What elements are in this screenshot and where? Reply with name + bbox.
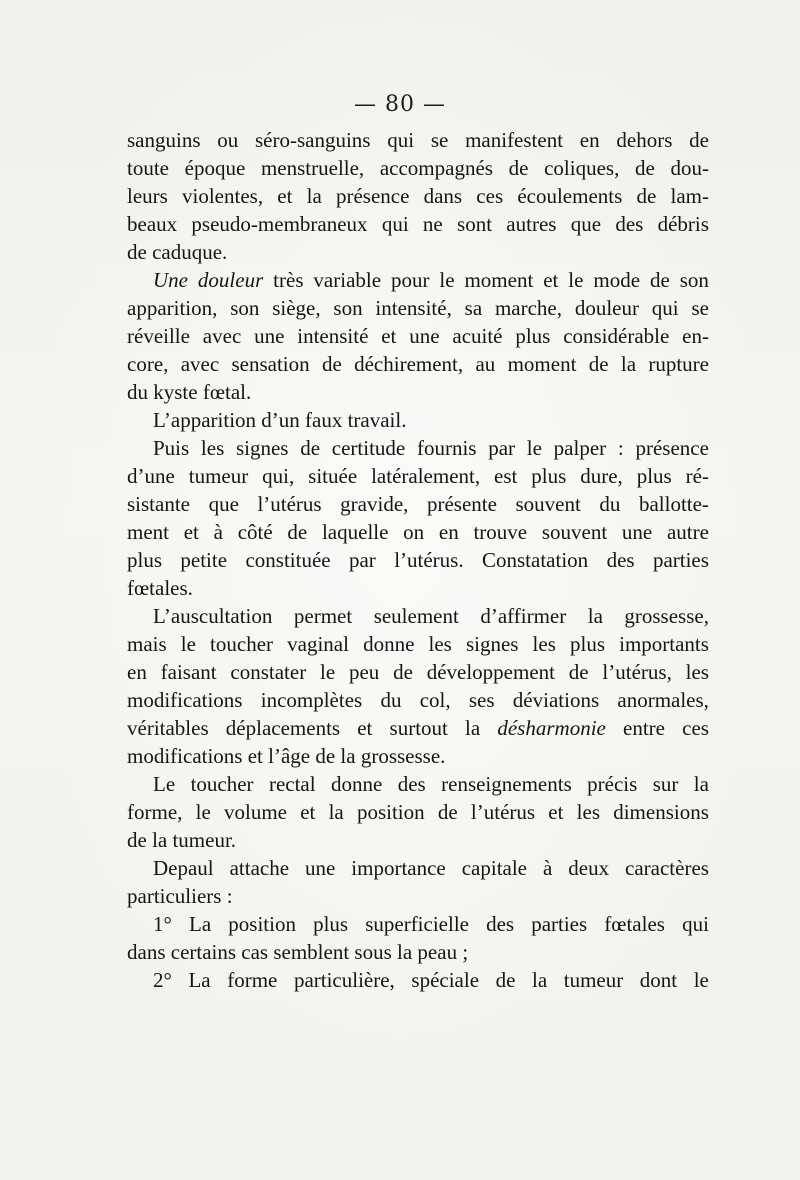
word: seulement	[373, 604, 459, 628]
word: de	[300, 436, 321, 460]
word: dans	[423, 184, 463, 208]
word: sensation	[231, 352, 310, 376]
word: spéciale	[411, 968, 480, 992]
word: acuité	[452, 324, 503, 348]
text-line	[127, 658, 709, 686]
word: se	[691, 296, 709, 320]
word: les	[685, 660, 709, 684]
word: dont	[639, 968, 678, 992]
text-line	[127, 490, 709, 518]
text-line	[127, 770, 709, 798]
word: présence	[635, 436, 709, 460]
word: ces	[682, 716, 709, 740]
word: leurs	[127, 184, 168, 208]
word: toucher	[190, 772, 254, 796]
word: le	[693, 968, 709, 992]
word: écoulements	[517, 184, 623, 208]
word: qui	[682, 912, 709, 936]
word: vaginal	[287, 632, 349, 656]
word: ne	[422, 212, 443, 236]
word: plus	[127, 548, 163, 572]
word: déchirement,	[354, 352, 464, 376]
text-line	[127, 742, 709, 770]
line-text: dans certains cas semblent sous la peau ;	[127, 940, 469, 964]
word: superficielle	[365, 912, 469, 936]
line-text: fœtales.	[127, 576, 193, 600]
word: l’utérus	[257, 492, 322, 516]
word: position	[356, 800, 425, 824]
word: de	[568, 660, 589, 684]
text-line	[127, 574, 709, 602]
text-line	[127, 518, 709, 546]
text-line	[127, 854, 709, 882]
word: et	[381, 324, 397, 348]
word: des	[397, 772, 426, 796]
word: située	[308, 464, 358, 488]
text-line	[127, 238, 709, 266]
word: apparition,	[127, 296, 218, 320]
word: à	[542, 856, 553, 880]
word: col,	[419, 688, 451, 712]
word: l’utérus.	[394, 548, 464, 572]
text-line	[127, 938, 709, 966]
word: donne	[363, 632, 415, 656]
word: des	[486, 912, 515, 936]
word: intensité,	[375, 296, 452, 320]
word: constituée	[245, 548, 331, 572]
text-line	[127, 154, 709, 182]
word: anormales,	[617, 688, 709, 712]
text-line	[127, 798, 709, 826]
word: dimensions	[613, 800, 709, 824]
word: renseignements	[441, 772, 572, 796]
word: des	[606, 548, 635, 572]
word: l’utérus	[470, 800, 536, 824]
word: La	[189, 912, 212, 936]
word: autres	[506, 212, 557, 236]
word: Depaul	[153, 856, 214, 880]
text-line	[127, 826, 709, 854]
page-number: — 80 —	[354, 92, 446, 117]
word: avec	[202, 324, 242, 348]
word: développement	[426, 660, 555, 684]
word: variable	[313, 268, 382, 292]
word: ré-	[685, 464, 709, 488]
text-line	[127, 910, 709, 938]
word: la	[693, 772, 709, 796]
word: tumeur	[563, 968, 624, 992]
word: autre	[666, 520, 709, 544]
word: caractères	[625, 856, 709, 880]
word: séro-sanguins	[255, 128, 371, 152]
word: qui,	[262, 464, 295, 488]
word: intensité	[297, 324, 369, 348]
word: toute	[127, 156, 169, 180]
word: déviations	[512, 688, 600, 712]
word: beaux	[127, 212, 178, 236]
word: côté	[237, 520, 273, 544]
word: le	[180, 632, 196, 656]
word: se	[430, 128, 449, 152]
word: capitale	[461, 856, 528, 880]
word: modifications	[127, 688, 243, 712]
text-line	[127, 434, 709, 462]
word: le	[439, 268, 455, 292]
word: très	[273, 268, 304, 292]
text-line	[127, 126, 709, 154]
word: véritables	[127, 716, 209, 740]
word: plus	[313, 912, 349, 936]
word: des	[615, 212, 644, 236]
word: on	[403, 520, 425, 544]
word: forme,	[127, 800, 183, 824]
word: deux	[568, 856, 610, 880]
text-line	[127, 378, 709, 406]
word: son	[333, 296, 363, 320]
word: l’utérus,	[602, 660, 672, 684]
word: du	[599, 492, 621, 516]
word: réveille	[127, 324, 190, 348]
word: latéralement,	[371, 464, 481, 488]
word: en	[579, 128, 600, 152]
word: son	[679, 268, 709, 292]
word: 2°	[153, 968, 172, 992]
word: plus	[515, 324, 551, 348]
word: en	[127, 660, 147, 684]
word: mode	[593, 268, 641, 292]
word: de	[321, 352, 342, 376]
word: est	[494, 464, 518, 488]
word: les	[532, 632, 556, 656]
text-line	[127, 602, 709, 630]
word: dou-	[670, 156, 709, 180]
word: surtout	[389, 716, 448, 740]
word: sanguins	[127, 128, 201, 152]
line-text: du kyste fœtal.	[127, 380, 252, 404]
word: déplacements	[225, 716, 341, 740]
word: accompagnés	[379, 156, 493, 180]
word: douleur	[574, 296, 639, 320]
word: plus	[531, 464, 567, 488]
word: Puis	[153, 436, 190, 460]
word: le	[195, 800, 211, 824]
text-line	[127, 210, 709, 238]
word: et	[183, 520, 199, 544]
word: et	[277, 184, 293, 208]
word: le	[568, 268, 584, 292]
word: débris	[657, 212, 709, 236]
word: et	[548, 800, 564, 824]
word: core,	[127, 352, 169, 376]
word: forme	[227, 968, 278, 992]
word: fœtales	[604, 912, 665, 936]
word: au	[475, 352, 496, 376]
word: sur	[652, 772, 679, 796]
text-line	[127, 546, 709, 574]
word: rupture	[648, 352, 709, 376]
word: une	[254, 324, 285, 348]
word: d’une	[127, 464, 175, 488]
word: fournis	[416, 436, 477, 460]
word: L’auscultation	[153, 604, 273, 628]
word: plus	[636, 464, 672, 488]
word: par	[348, 548, 376, 572]
word: une	[409, 324, 440, 348]
word: qui	[651, 296, 679, 320]
line-text: de la tumeur.	[127, 828, 237, 852]
word: de	[649, 268, 670, 292]
word: parties	[531, 912, 588, 936]
word: que	[208, 492, 239, 516]
word: les	[576, 800, 600, 824]
body-text	[127, 126, 709, 994]
word: ou	[217, 128, 239, 152]
word: et	[543, 268, 559, 292]
word: moment	[507, 352, 577, 376]
word: le	[320, 660, 336, 684]
word: sont	[457, 212, 493, 236]
word: de	[508, 156, 529, 180]
word: par	[488, 436, 516, 460]
word: Le	[153, 772, 176, 796]
word: du	[380, 688, 402, 712]
word: souvent	[515, 492, 581, 516]
text-line	[127, 686, 709, 714]
word: manifestent	[465, 128, 564, 152]
text-line	[127, 966, 709, 994]
italic-word: douleur	[197, 268, 264, 292]
word: menstruelle,	[260, 156, 365, 180]
word: qui	[381, 212, 409, 236]
text-line	[127, 882, 709, 910]
word: peu	[348, 660, 380, 684]
line-text: particuliers :	[127, 884, 233, 908]
italic-word: Une	[153, 268, 188, 292]
word: permet	[293, 604, 353, 628]
word: importance	[351, 856, 446, 880]
word: faisant	[160, 660, 217, 684]
word: de	[287, 520, 308, 544]
text-line	[127, 182, 709, 210]
word: mais	[127, 632, 167, 656]
word: ballotte-	[638, 492, 709, 516]
word: une	[305, 856, 336, 880]
word: présente	[426, 492, 497, 516]
word: que	[570, 212, 602, 236]
word: Constatation	[482, 548, 589, 572]
word: marche,	[494, 296, 562, 320]
word: tumeur	[188, 464, 249, 488]
word: sa	[464, 296, 483, 320]
word: pour	[390, 268, 430, 292]
word: la	[587, 604, 603, 628]
word: en	[438, 520, 459, 544]
text-line	[127, 350, 709, 378]
word: précis	[587, 772, 638, 796]
word: gravide,	[340, 492, 409, 516]
word: ses	[468, 688, 495, 712]
word: La	[188, 968, 211, 992]
word: toucher	[210, 632, 274, 656]
word: signes	[235, 436, 289, 460]
word: coliques,	[544, 156, 620, 180]
word: les	[428, 632, 452, 656]
word: signes	[465, 632, 519, 656]
word: et	[300, 800, 316, 824]
word: de	[635, 156, 655, 180]
word: constater	[230, 660, 307, 684]
word: particulière,	[293, 968, 395, 992]
word: moment	[464, 268, 534, 292]
word: grossesse,	[624, 604, 709, 628]
word: ces	[476, 184, 504, 208]
word: ment	[127, 520, 169, 544]
word: une	[621, 520, 653, 544]
word: sistante	[127, 492, 190, 516]
word: présence	[335, 184, 410, 208]
word: de	[437, 800, 458, 824]
italic-word: désharmonie	[497, 716, 606, 740]
word: qui	[387, 128, 415, 152]
text-line	[127, 294, 709, 322]
line-text: L’apparition d’un faux travail.	[153, 408, 407, 432]
word: laquelle	[321, 520, 389, 544]
word: de	[689, 128, 709, 152]
word: importants	[619, 632, 709, 656]
word: :	[617, 436, 624, 460]
text-line	[127, 406, 709, 434]
word: de	[636, 184, 657, 208]
word: dehors	[616, 128, 673, 152]
word: dure,	[580, 464, 623, 488]
word: de	[393, 660, 413, 684]
text-line	[127, 462, 709, 490]
word: les	[200, 436, 225, 460]
word: position	[228, 912, 296, 936]
word: en-	[682, 324, 709, 348]
word: plus	[569, 632, 605, 656]
word: entre	[623, 716, 665, 740]
word: la	[532, 968, 548, 992]
word: pseudo-membraneux	[191, 212, 368, 236]
word: donne	[330, 772, 383, 796]
word: le	[526, 436, 542, 460]
word: incomplètes	[260, 688, 363, 712]
word: époque	[184, 156, 246, 180]
word: siège,	[272, 296, 321, 320]
word: à	[213, 520, 223, 544]
word: violentes,	[182, 184, 264, 208]
word: la	[465, 716, 481, 740]
word: de	[588, 352, 609, 376]
text-line	[127, 630, 709, 658]
word: certitude	[331, 436, 406, 460]
word: parties	[652, 548, 709, 572]
word: trouve	[473, 520, 528, 544]
word: palper	[553, 436, 607, 460]
word: volume	[224, 800, 287, 824]
word: attache	[229, 856, 290, 880]
word: avec	[180, 352, 220, 376]
word: la	[306, 184, 322, 208]
word: et	[357, 716, 373, 740]
word: souvent	[541, 520, 608, 544]
word: petite	[180, 548, 228, 572]
word: rectal	[268, 772, 316, 796]
text-line	[127, 322, 709, 350]
line-text: modifications et l’âge de la grossesse.	[127, 744, 446, 768]
line-text: de caduque.	[127, 240, 228, 264]
word: d’affirmer	[480, 604, 567, 628]
word: de	[495, 968, 516, 992]
word: 1°	[153, 912, 172, 936]
text-line	[127, 714, 709, 742]
word: son	[230, 296, 260, 320]
word: la	[328, 800, 344, 824]
word: considérable	[563, 324, 670, 348]
text-line	[127, 266, 709, 294]
word: la	[620, 352, 637, 376]
word: lam-	[670, 184, 709, 208]
